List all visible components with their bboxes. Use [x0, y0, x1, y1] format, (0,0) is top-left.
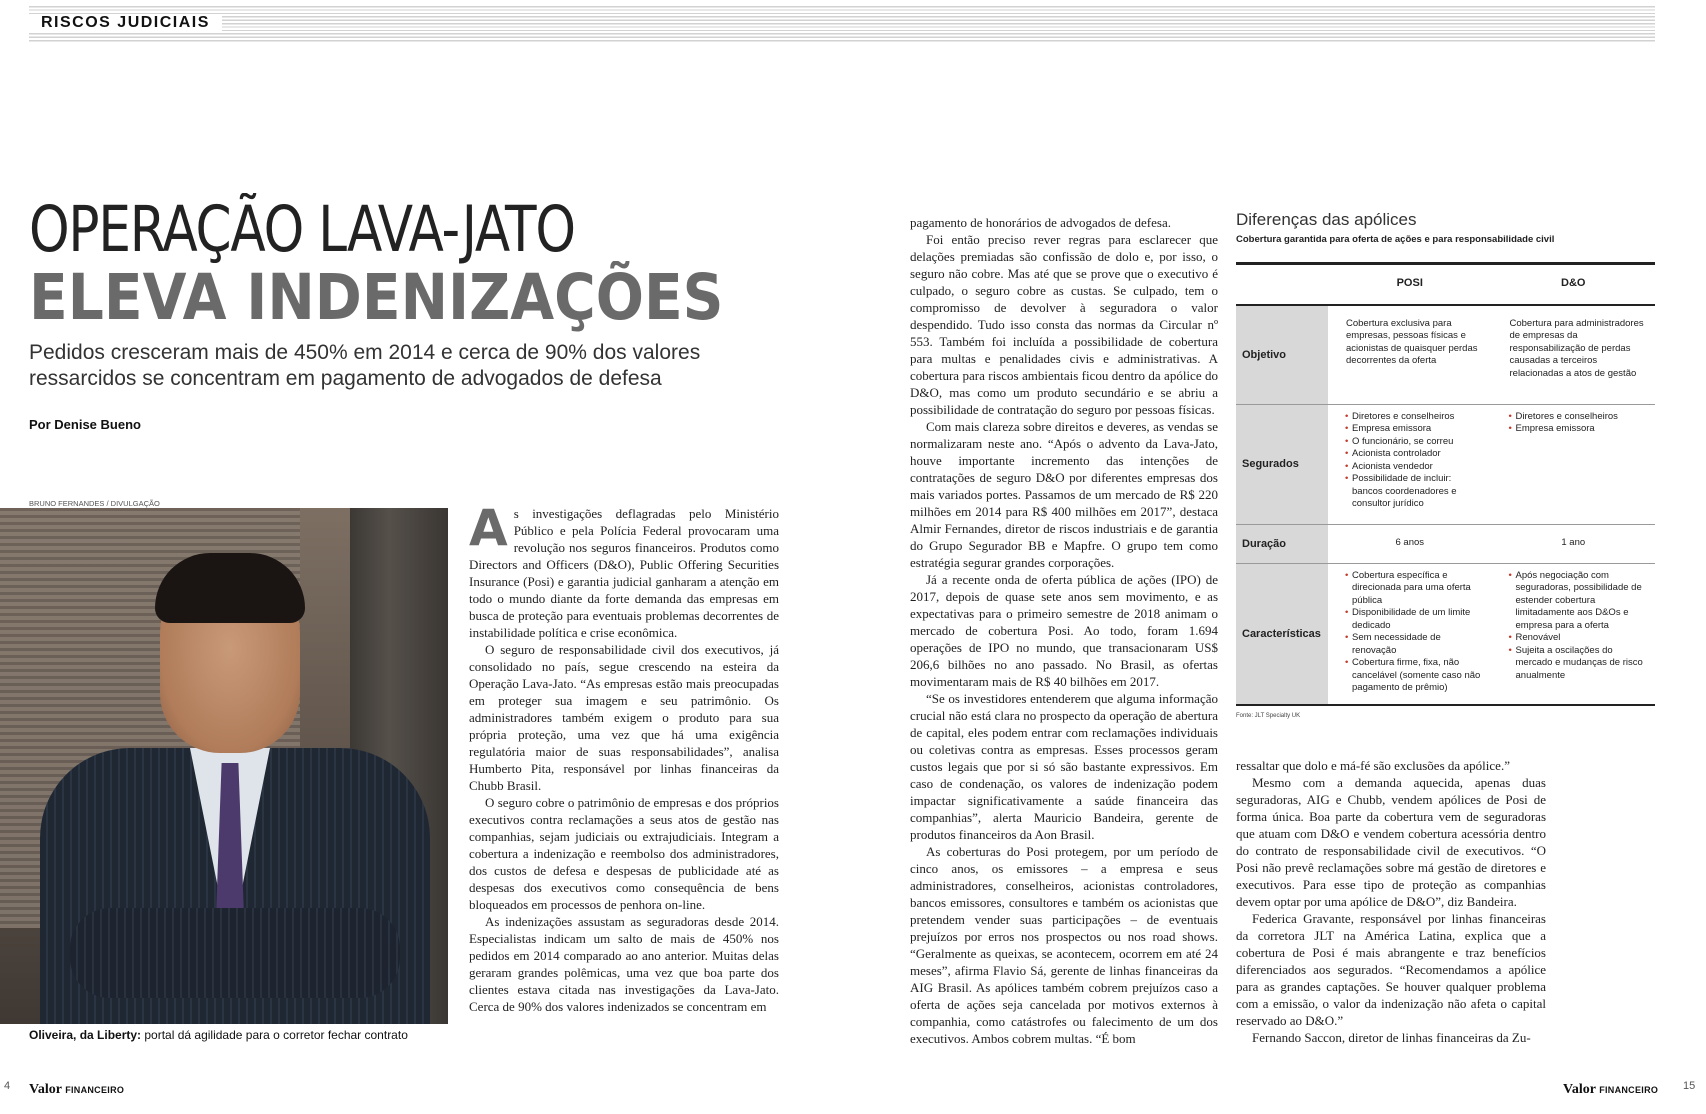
list-item: • Diretores e conselheiros: [1510, 411, 1648, 424]
caption-bold: Oliveira, da Liberty:: [29, 1028, 145, 1042]
cell-do: 1 ano: [1561, 537, 1586, 549]
list-item: • Diretores e conselheiros: [1346, 411, 1484, 424]
list-item: • Sem necessidade de renovação: [1346, 632, 1484, 657]
crossed-arms: [70, 908, 400, 998]
paragraph: Fernando Saccon, diretor de linhas financeiras da Zu-: [1252, 1030, 1531, 1045]
cell-posi: Cobertura exclusiva para empresas, pessoas físicas e acionistas de quaisquer perdas decorrentes da oferta: [1346, 317, 1478, 366]
table-header-row: [1236, 265, 1655, 306]
photo-caption: [29, 1028, 408, 1042]
row-label: Objetivo: [1236, 306, 1328, 404]
list-item: • Disponibilidade de um limite dedicado: [1346, 607, 1484, 632]
list-item: • Possibilidade de incluir: bancos coordenadores e consultor jurídico: [1346, 473, 1484, 511]
list-item: • Acionista controlador: [1346, 448, 1484, 461]
table-row-caracteristicas: [1236, 564, 1655, 704]
article-column-3: [1236, 757, 1546, 1046]
article-column-2: [910, 214, 1218, 1047]
column-header-do: D&O: [1561, 277, 1586, 289]
table-row-duracao: [1236, 525, 1655, 563]
subtitle: Pedidos cresceram mais de 450% em 2014 e cerca de 90% dos valores ressarcidos se concentram em pagamento de advogados de defesa: [29, 341, 701, 390]
table-row-objetivo: [1236, 306, 1655, 404]
hair: [155, 553, 305, 623]
list-item: • Acionista vendedor: [1346, 461, 1484, 474]
paragraph: Federica Gravante, responsável por linhas financeiras da corretora JLT na América Latina, explica que a cobertura de Posi é mais abrangente e traz benefícios diferenciados aos segurados. “Recomendamos a apólice para as grandes captações. Se houver qualquer problema com a emissão, o valor da indenização não afeta o capital reservado ao D&O.”: [1236, 911, 1546, 1028]
drop-cap: A: [469, 499, 508, 557]
cell-posi: [1328, 564, 1492, 704]
paragraph: Mesmo com a demanda aquecida, apenas duas seguradoras, AIG e Chubb, vendem apólices de Posi de forma única. Boa parte da cobertura vem de seguradoras que atuam com D&O e vendem cobertura acessória dentro do contrato de responsabilidade civil de executivos. “O Posi não prevê reclamações sobre má gestão de diretores e executivos. Para esse tipo de proteção as companhias devem optar por uma apólice de D&O”, diz Bandeira.: [1236, 775, 1546, 909]
paragraph: Já a recente onda de oferta pública de ações (IPO) de 2017, depois de quase sete anos sem movimento, e as expectativas para o primeiro semestre de 2018 animam o mercado de cobertura Posi. Ao todo, foram 1.694 operações de IPO no mundo, que transacionaram US$ 206,6 bilhões no ano passado. No Brasil, as ofertas movimentaram mais de R$ 40 bilhões em 2017.: [910, 572, 1218, 689]
paragraph-text: s investigações deflagradas pelo Ministério Público e pela Polícia Federal provocaram uma revolução nos seguros financeiros. Produtos como Directors and Officers (D&O), Public Offering Securities Insurance (Posi) e garantia judicial ganharam a atenção em todo o mundo diante da forte demanda das empresas em busca de proteção para eventuais problemas decorrentes de instabilidade política e crise econômica.: [469, 506, 779, 640]
paragraph: As coberturas do Posi protegem, por um período de cinco anos, os emissores – a empresa e seus administradores, conselheiros, acionistas controladores, bancos emissores, consultores e também os acionistas que pretendem vender suas participações – de eventuais prejuízos por erros nos prospectos ou nos road shows. “Geralmente as queixas, se acontecem, ocorrem em até 24 meses”, afirma Flavio Sá, gerente de linhas financeiras da AIG Brasil. As apólices também cobrem prejuízos caso a oferta de ações seja cancelada por motivos externos à companhia, como catástrofes ou falecimento de um dos executivos. Ambos cobrem multas. “É bom: [910, 844, 1218, 1046]
cell-posi: 6 anos: [1395, 537, 1425, 549]
cell-posi: [1328, 405, 1492, 524]
page-number-left: 4: [4, 1080, 11, 1092]
headline-line-2: ELEVA INDENIZAÇÕES: [29, 261, 724, 334]
cell-do: Cobertura para administradores de empresas da responsabilização de perdas causadas a terceiros relacionadas a atos de gestão: [1509, 317, 1644, 379]
list-item: • Sujeita a oscilações do mercado e mudanças de risco anualmente: [1510, 645, 1648, 683]
list-item: • Empresa emissora: [1510, 423, 1648, 436]
row-label: Segurados: [1236, 405, 1328, 524]
brand-section: FINANCEIRO: [65, 1085, 125, 1095]
list-item: • Após negociação com seguradoras, possibilidade de estender cobertura limitadamente aos D&Os e empresa para a oferta: [1510, 570, 1648, 633]
paragraph: O seguro cobre o patrimônio de empresas e dos próprios executivos contra reclamações a seus atos de gestão nas companhias, sejam judiciais ou extrajudiciais. Integram a cobertura a indenização e reembolso dos administradores, dos custos de defesa e despesas de publicidade até as despesas dos executivos como consequência de bens bloqueados em processos de penhora on-line.: [469, 795, 779, 912]
paragraph: pagamento de honorários de advogados de defesa.: [910, 215, 1171, 230]
table-title: Diferenças das apólices: [1236, 210, 1417, 229]
list-item: • Cobertura específica e direcionada para uma oferta pública: [1346, 570, 1484, 608]
list-item: • O funcionário, se correu: [1346, 436, 1484, 449]
brand-name: Valor: [1563, 1082, 1596, 1097]
table-bottom-rule: [1236, 704, 1655, 706]
caption-text: portal dá agilidade para o corretor fechar contrato: [144, 1028, 408, 1042]
paragraph: Com mais clareza sobre direitos e deveres, as vendas se normalizaram neste ano. “Após o advento da Lava-Jato, houve importante incremento das intenções de contratações de seguro D&O por diferentes empresas dos mais variados portes. Passamos de um mercado de R$ 220 milhões em 2014 para R$ 400 milhões em 2017”, destaca Almir Fernandes, diretor de riscos industriais e de garantia do Grupo Segurador BB e Mapfre. O grupo tem como estratégia segurar grandes corporações.: [910, 419, 1218, 570]
paragraph: O seguro de responsabilidade civil dos executivos, já consolidado no país, segue crescendo na esteira da Operação Lava-Jato. “As empresas estão mais preocupadas em proteger sua imagem e seu patrimônio. Os administradores também exigem o produto para sua própria proteção, uma vez que há uma exigência regulatória maior de suas responsabilidades”, analisa Humberto Pita, responsável por linhas financeiras da Chubb Brasil.: [469, 642, 779, 793]
paragraph: “Se os investidores entenderem que alguma informação crucial não está clara no prospecto da operação de abertura de capital, eles podem entrar com reclamações individuais ou coletivas contra as empresas. Esses processos geram custos legais que por si só são bastante expressivos. Em caso de condenação, os valores de indenização podem impactar significativamente a saúde financeira das companhias”, alerta Mauricio Bandeira, gerente de produtos financeiros da Aon Brasil.: [910, 691, 1218, 842]
table-corner: [1236, 265, 1328, 304]
paragraph: Foi então preciso rever regras para esclarecer que delações premiadas são confissão de dolo e, por isso, o seguro não cobre. Mas até que se prove que o executivo é culpado, o seguro cobre as custas. Se culpado, tem o compromisso de devolver à seguradora o valor despendido. Tudo isso consta das normas da Circular nº 553. Também foi incluída a possibilidade de cobertura para multas e penalidades civis e administrativas. A cobertura para riscos ambientais ficou dentro da apólice do D&O, mas como um produto secundário e se abriu a possibilidade de contratação do seguro por pessoas físicas.: [910, 232, 1218, 417]
article-column-1: [469, 499, 779, 1015]
table-row-segurados: [1236, 405, 1655, 524]
brand-name: Valor: [29, 1082, 62, 1097]
list-item: • Cobertura firme, fixa, não cancelável (somente caso não pagamento de prêmio): [1346, 657, 1484, 695]
cell-do: [1492, 405, 1656, 524]
page-number: 15: [1683, 1080, 1696, 1092]
section-header-bar: [29, 6, 1655, 42]
row-label: Duração: [1236, 525, 1328, 563]
table-source: Fonte: JLT Specialty UK: [1236, 713, 1301, 719]
row-label: Características: [1236, 564, 1328, 704]
paragraph: As indenizações assustam as seguradoras desde 2014. Especialistas indicam um salto de mais de 450% nos pedidos em 2014 comparado ao ano anterior. Muitas delas geraram grandes polêmicas, uma vez que boa parte dos clientes estava citada nas investigações da Lava-Jato. Cerca de 90% dos valores indenizados se concentram em: [469, 914, 779, 1014]
section-tag: RISCOS JUDICIAIS: [29, 14, 222, 32]
cell-do: [1492, 564, 1656, 704]
headline-line-1: OPERAÇÃO LAVA-JATO: [29, 193, 575, 266]
footer-brand-right: [1563, 1081, 1658, 1098]
column-header-posi: POSI: [1396, 277, 1423, 289]
brand-section: FINANCEIRO: [1599, 1085, 1659, 1095]
paragraph: [469, 499, 779, 641]
paragraph: ressaltar que dolo e má-fé são exclusões da apólice.”: [1236, 758, 1510, 773]
list-item: • Empresa emissora: [1346, 423, 1484, 436]
byline: Por Denise Bueno: [29, 417, 141, 432]
footer-brand-left: [29, 1081, 124, 1098]
portrait-photo: [0, 508, 448, 1024]
photo-credit: BRUNO FERNANDES / DIVULGAÇÃO: [29, 499, 160, 508]
comparison-table: [1236, 262, 1655, 706]
table-subtitle: Cobertura garantida para oferta de ações e para responsabilidade civil: [1236, 234, 1555, 245]
list-item: • Renovável: [1510, 632, 1648, 645]
